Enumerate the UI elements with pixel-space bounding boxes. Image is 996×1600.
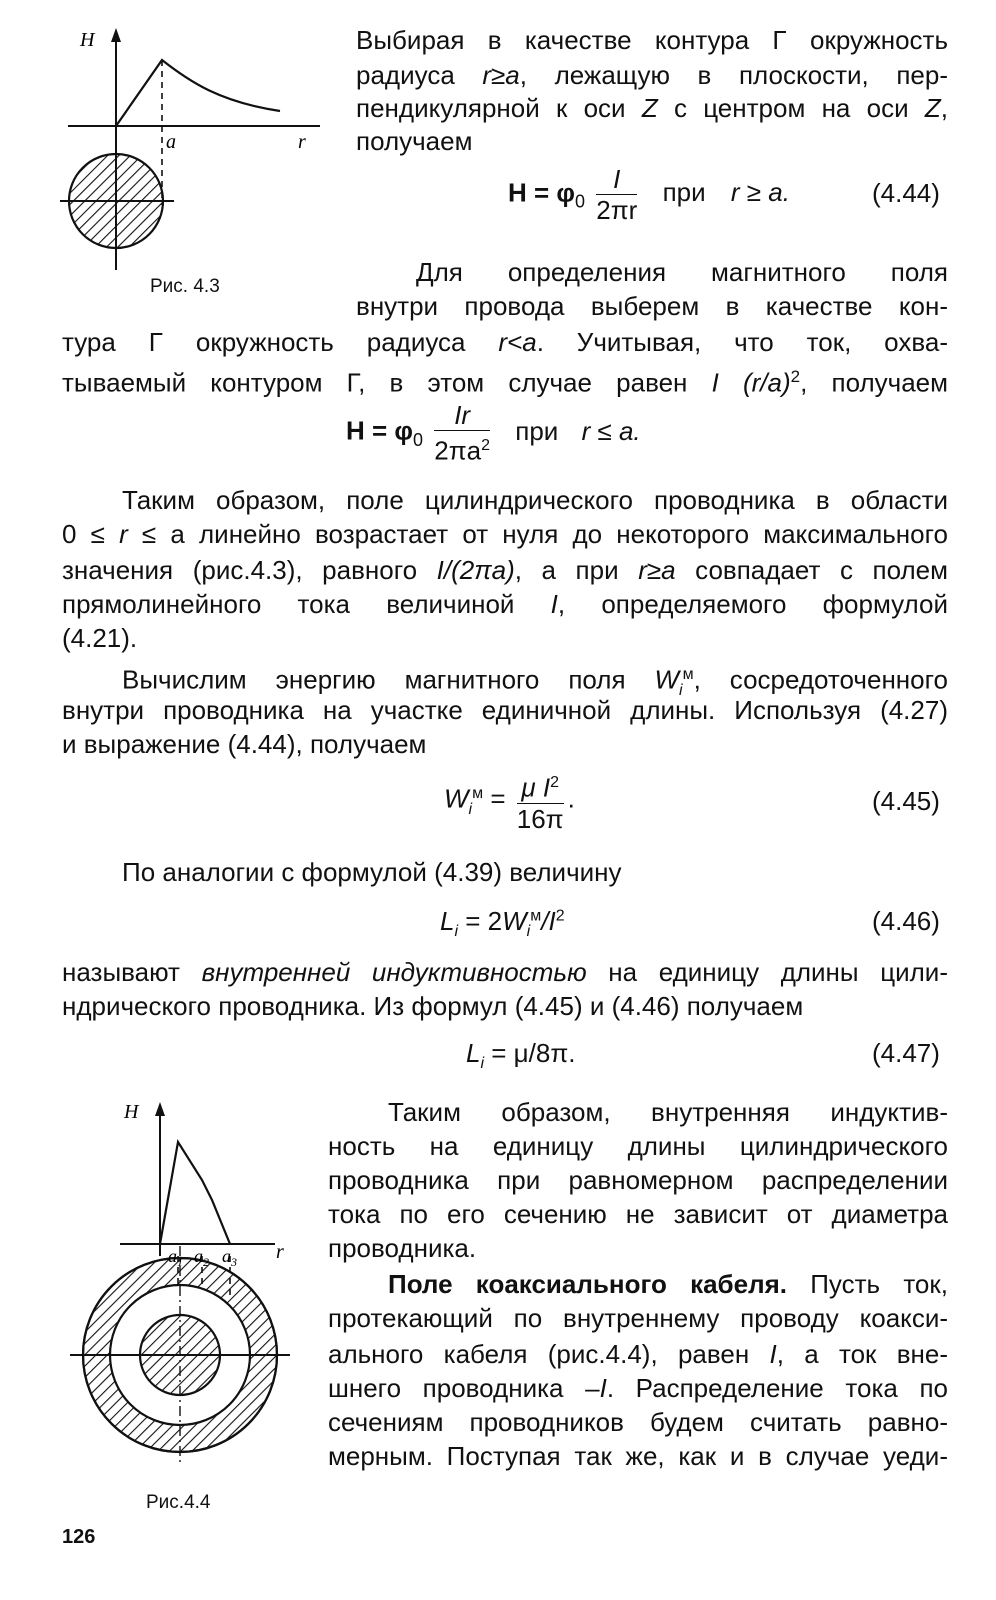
para2-line2: внутри провода выберем в качестве кон- (356, 291, 948, 321)
equation-4-47-number: (4.47) (872, 1038, 940, 1068)
para7-line2: ность на единицу длины цилиндрического (328, 1131, 948, 1161)
a1-label: $a_1$ (168, 1246, 183, 1269)
para8-line5: сечениям проводников будем считать равно- (328, 1407, 948, 1437)
para6-line1: называют внутренней индуктивностью на единицу длины цили- (62, 957, 948, 987)
figure-4-3-drawing (50, 20, 340, 280)
para1-line4: получаем (356, 126, 473, 156)
equation-4-45: $W_i^м$ = $\frac{\mu I^2}{16\pi}$ . (444, 768, 575, 834)
para7-line5: проводника. (328, 1233, 477, 1263)
para4-line1: Вычислим энергию магнитного поля $W_i^м$, сосредоточенного (122, 664, 948, 699)
h-axis-label: H (80, 29, 95, 51)
a-label: a (166, 131, 176, 153)
figure-4-4 (60, 1096, 330, 1486)
para4-line3: и выражение (4.44), получаем (62, 729, 427, 759)
equation-4-46-number: (4.46) (872, 906, 940, 936)
h-curve (116, 60, 280, 126)
para8-line6: мерным. Поступая так же, как и в случае уеди- (328, 1441, 948, 1471)
para3-line2: 0 ≤ r ≤ a линейно возрастает от нуля до некоторого максимального (62, 519, 948, 549)
para1-line3: пендикулярной к оси Z с центром на оси Z, (356, 93, 948, 123)
para7-line1: Таким образом, внутренняя индуктив- (388, 1097, 948, 1127)
figure-4-4-caption: Рис.4.4 (146, 1492, 211, 1513)
para2-line4: тываемый контуром Γ, в этом случае равен I $(r/a)^2$, получаем (62, 367, 948, 398)
section-heading-coax: Поле коаксиального кабеля. (388, 1269, 787, 1299)
para3-line3: значения (рис.4.3), равного I/(2πa), а при r≥a совпадает с полем (62, 555, 948, 585)
para1-line1: Выбирая в качестве контура Γ окружность (356, 25, 948, 55)
equation-inner-field: $H = \varphi_0$ $\frac{Ir}{2\pi a^2}$ при r ≤ a. (346, 400, 641, 466)
figure-4-3 (50, 20, 340, 280)
equation-4-47: $L_i = \mu/8\pi$. (466, 1038, 576, 1073)
para2-line3: тура Γ окружность радиуса r<a. Учитывая, что ток, охва- (62, 327, 948, 357)
para4-line2: внутри проводника на участке единичной длины. Используя (4.27) (62, 695, 948, 725)
para3-line5: (4.21). (62, 623, 138, 653)
para8-line1: Поле коаксиального кабеля. Пусть ток, (388, 1269, 948, 1299)
a3-label: $a_3$ (222, 1246, 237, 1269)
para8-line3: ального кабеля (рис.4.4), равен I, а ток вне- (328, 1339, 948, 1369)
para3-line4: прямолинейного тока величиной I, определяемого формулой (62, 589, 948, 619)
figure-4-4-drawing (60, 1096, 330, 1486)
page-number: 126 (62, 1526, 96, 1548)
para5-line1: По аналогии с формулой (4.39) величину (122, 857, 622, 887)
equation-4-45-number: (4.45) (872, 786, 940, 816)
para1-line2: радиуса r≥a, лежащую в плоскости, пер- (356, 60, 948, 90)
para7-line3: проводника при равномерном распределении (328, 1165, 948, 1195)
equation-4-44-number: (4.44) (872, 178, 940, 208)
a2-label: $a_2$ (194, 1246, 209, 1269)
para3-line1: Таким образом, поле цилиндрического проводника в области (122, 485, 948, 515)
r-axis-label-coax: r (276, 1241, 284, 1263)
h-curve-coax (160, 1142, 230, 1244)
para7-line4: тока по его сечению не зависит от диаметра (328, 1199, 948, 1229)
para8-line2: протекающий по внутреннему проводу коакси- (328, 1303, 948, 1333)
para6-line2: ндрического проводника. Из формул (4.45) и (4.46) получаем (62, 991, 804, 1021)
r-axis-label: r (298, 131, 306, 153)
equation-4-46: $L_i = 2W_i^м/I^2$ (440, 906, 565, 941)
equation-4-44: $H = \varphi_0$ $\frac{I}{2\pi r}$ при r ≥ a. (508, 164, 790, 225)
para8-line4: шнего проводника –I. Распределение тока по (328, 1373, 948, 1403)
para2-line1: Для определения магнитного поля (416, 257, 948, 287)
figure-4-3-caption: Рис. 4.3 (150, 276, 220, 297)
h-axis-label-coax: H (124, 1101, 139, 1123)
